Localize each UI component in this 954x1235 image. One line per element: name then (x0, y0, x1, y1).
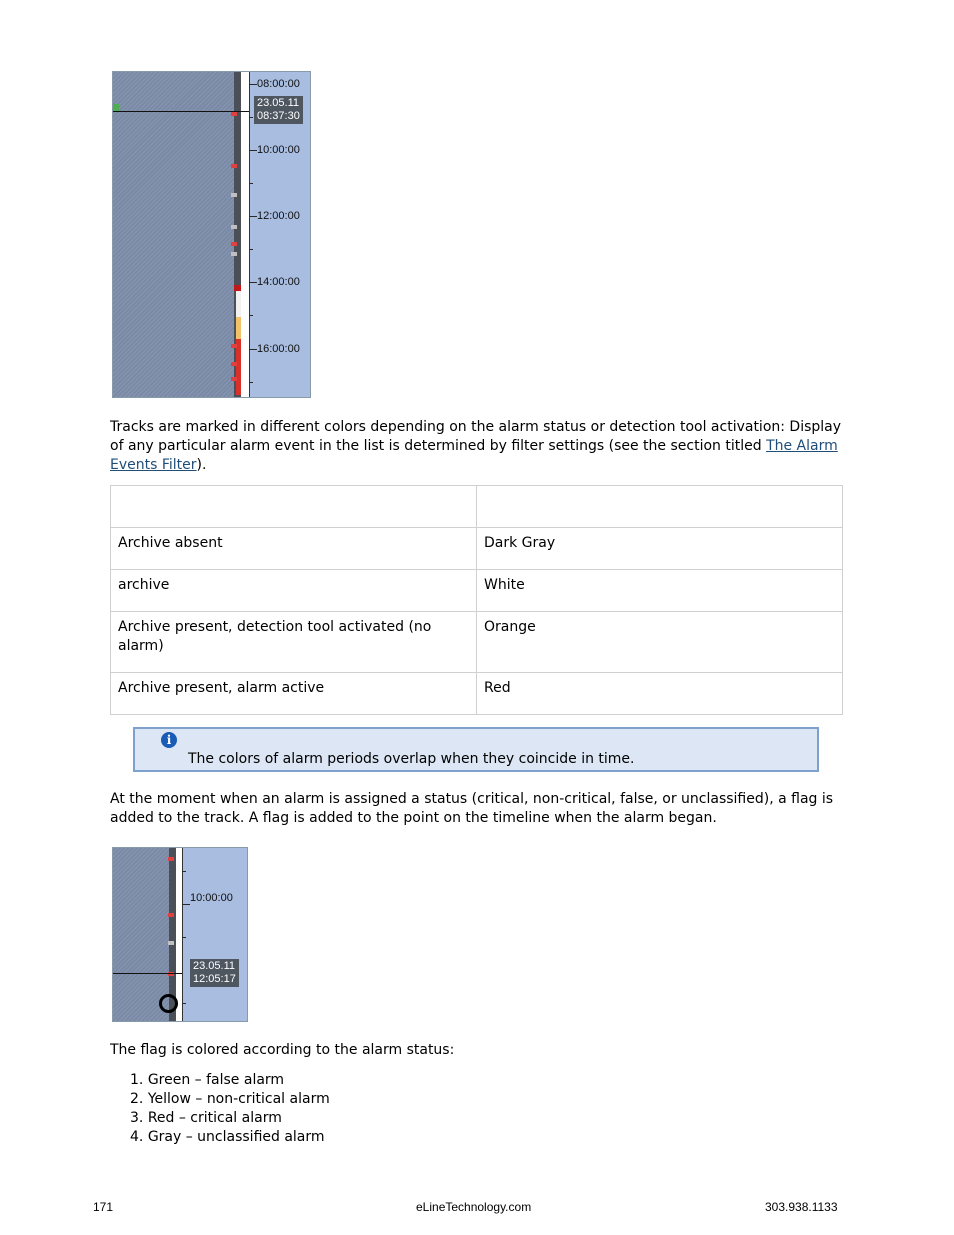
footer-phone: 303.938.1133 (765, 1200, 838, 1214)
track-segment-red (234, 285, 241, 291)
table-row (111, 673, 843, 715)
time-scale (182, 848, 247, 1021)
footer-site: eLineTechnology.com (416, 1200, 532, 1214)
table-cell-status: Archive absent (111, 528, 477, 570)
table-row (111, 612, 843, 673)
table-header-cell (111, 486, 477, 528)
alarm-flag (231, 344, 237, 348)
intro-end: ). (196, 457, 207, 473)
note-text: The colors of alarm periods overlap when they coincide in time. (188, 751, 635, 767)
table-cell-color: Dark Gray (477, 528, 843, 570)
list-item (130, 1128, 330, 1147)
table-row (111, 528, 843, 570)
time-label: 10:00:00 (190, 892, 233, 904)
time-cursor-bubble (190, 959, 239, 987)
cursor-marker-icon (113, 104, 119, 111)
timeline-screenshot-1 (112, 71, 311, 398)
minor-tick (249, 249, 253, 250)
list-item (130, 1109, 330, 1128)
alarm-flag (231, 225, 237, 229)
major-tick (249, 216, 257, 217)
minor-tick (182, 937, 186, 938)
page-number: 171 (93, 1200, 114, 1214)
minor-tick (249, 183, 253, 184)
table-cell-color: Red (477, 673, 843, 715)
list-text: Yellow – non-critical alarm (147, 1091, 330, 1107)
alarm-flag (168, 913, 174, 917)
table-header-cell (477, 486, 843, 528)
track-color-table (110, 485, 843, 715)
time-label: 14:00:00 (257, 276, 300, 288)
minor-tick (249, 315, 253, 316)
flag-color-intro: The flag is colored according to the alarm status: (110, 1042, 455, 1058)
alarm-flag (168, 857, 174, 861)
alarm-flag (168, 941, 174, 945)
alarm-flag (231, 377, 237, 381)
list-text: Red – critical alarm (147, 1110, 282, 1126)
note-box (133, 727, 819, 772)
list-item (130, 1090, 330, 1109)
archive-area (113, 72, 235, 397)
table-header-row (111, 486, 843, 528)
table-cell-status: archive (111, 570, 477, 612)
table-cell-color: White (477, 570, 843, 612)
alarm-flag (231, 164, 237, 168)
time-label: 10:00:00 (257, 144, 300, 156)
cursor-date: 23.05.11 (193, 960, 236, 972)
time-label: 08:00:00 (257, 78, 300, 90)
minor-tick (249, 382, 253, 383)
time-label: 12:00:00 (257, 210, 300, 222)
cursor-time: 08:37:30 (257, 110, 300, 122)
table-cell-status: Archive present, alarm active (111, 673, 477, 715)
time-cursor-line (113, 111, 249, 112)
intro-text: Tracks are marked in different colors depending on the alarm status or detection tool activation: Display of any particular alarm event in the list is determined by filter settings (see the section titled (110, 419, 842, 454)
major-tick (249, 84, 257, 85)
alarm-flag (231, 362, 237, 366)
list-number: 4. (130, 1129, 144, 1145)
flag-color-list (130, 1071, 330, 1147)
info-icon: i (161, 732, 177, 748)
table-cell-color: Orange (477, 612, 843, 673)
track-segment-orange (236, 317, 241, 339)
alarm-flag (231, 112, 237, 116)
alarm-flag (231, 193, 237, 197)
alarm-flag (231, 252, 237, 256)
time-cursor-bubble (254, 96, 303, 124)
time-label: 16:00:00 (257, 343, 300, 355)
list-text: Gray – unclassified alarm (147, 1129, 325, 1145)
major-tick (249, 150, 257, 151)
table-cell-status: Archive present, detection tool activated (no alarm) (111, 612, 477, 673)
list-number: 2. (130, 1091, 144, 1107)
major-tick (249, 349, 257, 350)
cursor-date: 23.05.11 (257, 97, 300, 109)
table-row (111, 570, 843, 612)
major-tick (182, 904, 190, 905)
flag-paragraph: At the moment when an alarm is assigned a status (critical, non-critical, false, or unclassified), a flag is added to the track. A flag is added to the point on the timeline when the alarm began. (110, 791, 834, 826)
cursor-time: 12:05:17 (193, 973, 236, 985)
list-text: Green – false alarm (147, 1072, 285, 1088)
minor-tick (249, 117, 253, 118)
alarm-events-filter-link[interactable]: The Alarm Events Filter (110, 438, 838, 473)
list-number: 1. (130, 1072, 144, 1088)
list-item (130, 1071, 330, 1090)
timeline-screenshot-2 (112, 847, 248, 1022)
time-cursor-line (113, 973, 182, 974)
minor-tick (182, 871, 186, 872)
minor-tick (182, 1003, 186, 1004)
highlight-circle-icon (159, 994, 178, 1013)
alarm-flag (231, 242, 237, 246)
major-tick (249, 282, 257, 283)
intro-paragraph (110, 418, 845, 475)
list-number: 3. (130, 1110, 144, 1126)
